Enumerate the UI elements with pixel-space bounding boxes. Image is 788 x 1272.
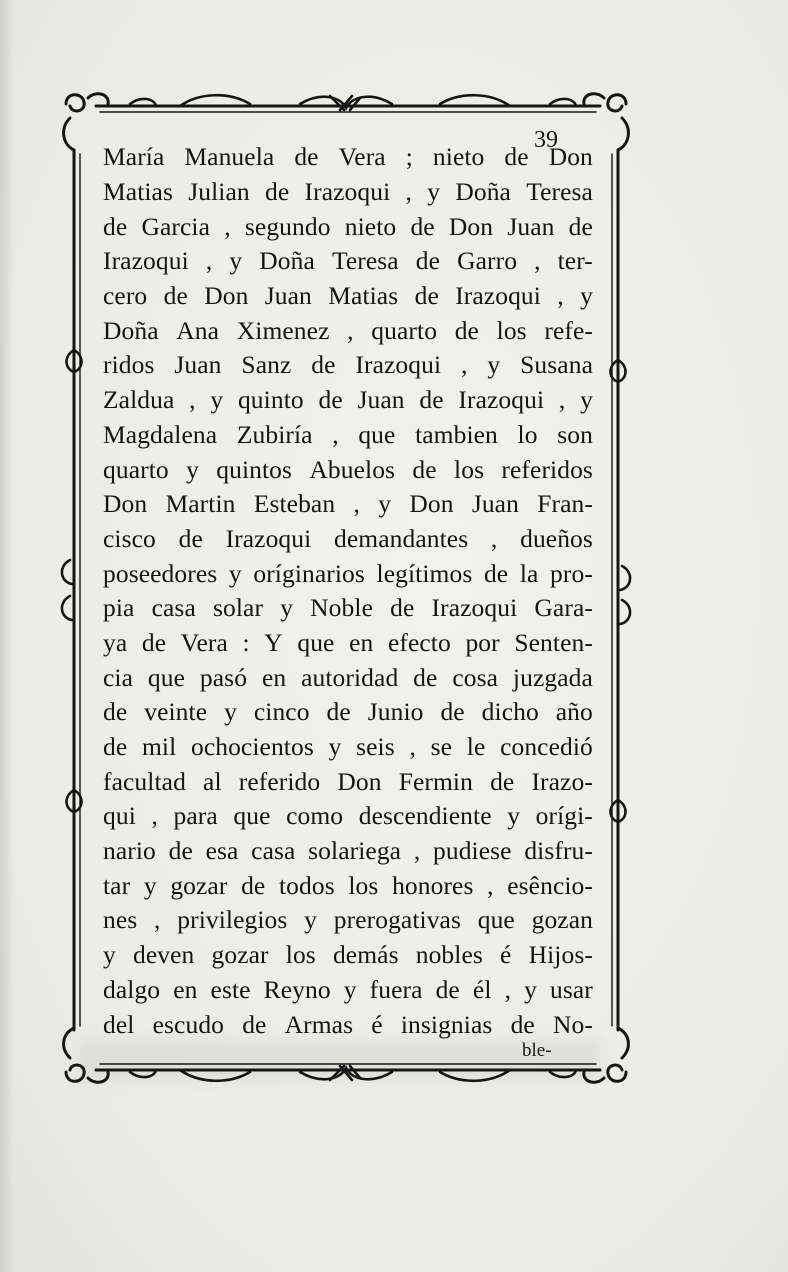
word: al bbox=[203, 766, 222, 796]
word: Magdalena bbox=[103, 419, 218, 449]
word: ; bbox=[405, 142, 413, 172]
word: Irazoqui bbox=[225, 523, 312, 553]
word: y bbox=[210, 385, 224, 415]
word: casa bbox=[151, 593, 196, 623]
word: Irazoqui bbox=[458, 385, 545, 415]
word: y bbox=[580, 281, 593, 311]
word: facultad bbox=[103, 766, 186, 796]
word: Irazoqui bbox=[431, 593, 518, 623]
text-line bbox=[103, 834, 593, 869]
word: , bbox=[558, 385, 566, 415]
text-line bbox=[103, 140, 593, 175]
word: cia bbox=[103, 662, 134, 692]
word: Don bbox=[448, 211, 494, 241]
word: Noble bbox=[310, 593, 373, 623]
word: pro- bbox=[550, 558, 593, 588]
word: tar bbox=[103, 870, 131, 900]
word: año bbox=[555, 697, 593, 727]
word: qui bbox=[103, 801, 136, 831]
word: en bbox=[261, 662, 287, 692]
word: quarto bbox=[371, 315, 438, 345]
word: Matias bbox=[103, 177, 174, 207]
word: Doña bbox=[455, 177, 511, 207]
word: le bbox=[466, 732, 486, 762]
word: Juan bbox=[174, 350, 222, 380]
top-center-ornament bbox=[130, 95, 576, 110]
word: , bbox=[413, 836, 421, 866]
word: Don bbox=[548, 142, 593, 172]
word: Sanz bbox=[241, 350, 292, 380]
word: , bbox=[487, 870, 494, 900]
word: Zubiría bbox=[236, 419, 313, 449]
word: del bbox=[103, 1009, 135, 1039]
text-line bbox=[103, 556, 593, 591]
word: oríginarios bbox=[253, 558, 365, 588]
word: Martin bbox=[165, 489, 236, 519]
word: , bbox=[504, 974, 512, 1004]
word: juzgada bbox=[512, 662, 593, 692]
word: de bbox=[178, 523, 203, 553]
word: escudo bbox=[152, 1009, 225, 1039]
catchword: ble- bbox=[522, 1040, 552, 1061]
word: disfru- bbox=[524, 836, 593, 866]
word: Garcia bbox=[141, 211, 211, 241]
text-line bbox=[103, 695, 593, 730]
word: en bbox=[173, 974, 198, 1004]
word: los bbox=[496, 315, 527, 345]
word: y bbox=[378, 489, 392, 519]
word: y bbox=[580, 385, 593, 415]
corner-ornament-top-left bbox=[64, 94, 109, 150]
word: y bbox=[186, 454, 199, 484]
word: de bbox=[483, 558, 509, 588]
text-line bbox=[103, 764, 593, 799]
word: Matias bbox=[328, 281, 399, 311]
word: Juan bbox=[357, 385, 405, 415]
word: , bbox=[534, 246, 541, 276]
word: Doña bbox=[259, 246, 315, 276]
word: y bbox=[524, 974, 537, 1004]
word: de bbox=[504, 142, 529, 172]
word: de bbox=[242, 1009, 267, 1039]
word: usar bbox=[550, 974, 593, 1004]
word: cero bbox=[103, 281, 148, 311]
word: que bbox=[477, 905, 515, 935]
word: , bbox=[224, 211, 231, 241]
word: Susana bbox=[520, 350, 593, 380]
word: insignias bbox=[400, 1009, 493, 1039]
word: referidos bbox=[501, 454, 593, 484]
text-line bbox=[103, 660, 593, 695]
text-line bbox=[103, 799, 593, 834]
word: deven bbox=[132, 940, 195, 970]
word: Irazoqui bbox=[103, 246, 189, 276]
word: Senten- bbox=[514, 627, 593, 657]
word: de bbox=[294, 142, 319, 172]
text-line bbox=[103, 279, 593, 314]
word: Irazo- bbox=[531, 766, 593, 796]
text-line bbox=[103, 383, 593, 418]
word: de bbox=[103, 732, 128, 762]
word: gozar bbox=[211, 940, 269, 970]
word: que bbox=[297, 627, 335, 657]
text-line bbox=[103, 244, 593, 279]
word: se bbox=[430, 732, 453, 762]
word: pasó bbox=[199, 662, 248, 692]
word: pia bbox=[103, 593, 135, 623]
word: ya bbox=[103, 627, 128, 657]
word: , bbox=[461, 350, 468, 380]
word: orígi- bbox=[535, 801, 593, 831]
word: Don bbox=[103, 489, 148, 519]
word: Fermin bbox=[398, 766, 473, 796]
word: é bbox=[500, 940, 512, 970]
word: que bbox=[358, 419, 396, 449]
word: , bbox=[409, 732, 416, 762]
word: que bbox=[147, 662, 186, 692]
word: esêncio- bbox=[507, 870, 593, 900]
word: casa bbox=[251, 836, 296, 866]
word: poseedores bbox=[103, 558, 218, 588]
word: él bbox=[472, 974, 492, 1004]
word: Reyno bbox=[263, 974, 331, 1004]
word: Armas bbox=[284, 1009, 354, 1039]
word: demás bbox=[332, 940, 399, 970]
word: los bbox=[285, 940, 316, 970]
word: nobles bbox=[415, 940, 483, 970]
word: Esteban bbox=[253, 489, 336, 519]
word: de bbox=[412, 454, 437, 484]
word: veinte bbox=[144, 697, 208, 727]
word: como bbox=[286, 801, 344, 831]
word: demandantes bbox=[334, 523, 469, 553]
word: y bbox=[229, 246, 243, 276]
word: de bbox=[141, 627, 167, 657]
word: Julian bbox=[188, 177, 250, 207]
word: nario bbox=[103, 836, 156, 866]
word: dueños bbox=[520, 523, 593, 553]
word: y bbox=[224, 697, 237, 727]
word: , bbox=[189, 385, 196, 415]
word: nes bbox=[103, 905, 138, 935]
word: Gara- bbox=[534, 593, 593, 623]
word: de bbox=[414, 281, 439, 311]
word: los bbox=[348, 870, 379, 900]
text-line bbox=[103, 1007, 593, 1042]
word: é bbox=[371, 1009, 383, 1039]
text-line bbox=[103, 730, 593, 765]
word: Juan bbox=[264, 281, 312, 311]
word: gozar bbox=[170, 870, 228, 900]
word: dalgo bbox=[103, 974, 161, 1004]
word: lo bbox=[517, 419, 538, 449]
text-line bbox=[103, 452, 593, 487]
text-line bbox=[103, 591, 593, 626]
word: Ana bbox=[176, 315, 220, 345]
bottom-center-ornament bbox=[130, 1066, 576, 1081]
word: de bbox=[410, 211, 435, 241]
text-line bbox=[103, 209, 593, 244]
word: solariega bbox=[308, 836, 402, 866]
word: refe- bbox=[544, 315, 593, 345]
word: Junio bbox=[367, 697, 424, 727]
word: y bbox=[228, 558, 242, 588]
word: y bbox=[427, 177, 441, 207]
word: Teresa bbox=[331, 246, 399, 276]
word: descendiente bbox=[358, 801, 492, 831]
word: cinco bbox=[253, 697, 310, 727]
word: cisco bbox=[103, 523, 156, 553]
word: Teresa bbox=[526, 177, 593, 207]
text-line bbox=[103, 868, 593, 903]
word: todos bbox=[278, 870, 335, 900]
word: , bbox=[557, 281, 564, 311]
word: y bbox=[304, 905, 318, 935]
word: María bbox=[103, 142, 165, 172]
word: Garro bbox=[457, 246, 518, 276]
word: y bbox=[328, 732, 342, 762]
word: No- bbox=[553, 1009, 593, 1039]
word: y bbox=[280, 593, 294, 623]
text-line bbox=[103, 626, 593, 661]
word: de bbox=[265, 177, 290, 207]
word: de bbox=[326, 697, 351, 727]
word: y bbox=[143, 870, 157, 900]
word: y bbox=[103, 940, 116, 970]
word: seis bbox=[356, 732, 395, 762]
word: de bbox=[103, 697, 128, 727]
text-line bbox=[103, 418, 593, 453]
word: nieto bbox=[344, 211, 397, 241]
word: Irazoqui bbox=[355, 350, 442, 380]
word: en bbox=[349, 627, 374, 657]
word: efecto bbox=[387, 627, 451, 657]
word: Doña bbox=[103, 315, 159, 345]
word: nieto bbox=[432, 142, 485, 172]
text-line bbox=[103, 522, 593, 557]
text-line bbox=[103, 938, 593, 973]
word: privilegios bbox=[177, 905, 288, 935]
text-line bbox=[103, 973, 593, 1008]
word: concedió bbox=[500, 732, 593, 762]
body-text bbox=[103, 140, 593, 1042]
word: , bbox=[347, 315, 354, 345]
word: Don bbox=[409, 489, 454, 519]
word: legítimos bbox=[376, 558, 473, 588]
word: ter- bbox=[557, 246, 593, 276]
word: , bbox=[332, 419, 339, 449]
right-side-ornaments bbox=[611, 360, 631, 822]
page-number: 39 bbox=[534, 127, 558, 153]
word: de bbox=[390, 593, 415, 623]
word: Fran- bbox=[537, 489, 593, 519]
word: , bbox=[490, 523, 498, 553]
word: , bbox=[205, 246, 213, 276]
word: referido bbox=[238, 766, 321, 796]
text-line bbox=[103, 313, 593, 348]
word: Manuela bbox=[184, 142, 275, 172]
word: gozan bbox=[531, 905, 593, 935]
word: por bbox=[465, 627, 500, 657]
word: la bbox=[519, 558, 539, 588]
word: autoridad bbox=[301, 662, 399, 692]
word: de bbox=[435, 974, 460, 1004]
word: de bbox=[415, 246, 441, 276]
word: Hijos- bbox=[528, 940, 593, 970]
text-line bbox=[103, 487, 593, 522]
word: dicho bbox=[481, 697, 539, 727]
word: Juan bbox=[471, 489, 519, 519]
word: fuera bbox=[369, 974, 423, 1004]
word: son bbox=[557, 419, 593, 449]
text-line bbox=[103, 903, 593, 938]
left-side-ornaments bbox=[62, 350, 82, 812]
word: de bbox=[413, 662, 438, 692]
word: de bbox=[103, 211, 128, 241]
word: este bbox=[210, 974, 251, 1004]
word: de bbox=[510, 1009, 535, 1039]
word: , bbox=[151, 801, 158, 831]
text-line bbox=[103, 348, 593, 383]
word: ochocientos bbox=[190, 732, 314, 762]
word: esa bbox=[205, 836, 239, 866]
word: de bbox=[568, 211, 593, 241]
word: de bbox=[168, 836, 193, 866]
word: Y bbox=[264, 627, 283, 657]
word: que bbox=[233, 801, 271, 831]
word: de bbox=[454, 315, 479, 345]
word: Don bbox=[204, 281, 249, 311]
word: y bbox=[507, 801, 521, 831]
word: y bbox=[487, 350, 501, 380]
word: de bbox=[440, 697, 465, 727]
word: prerogativas bbox=[333, 905, 461, 935]
word: , bbox=[353, 489, 360, 519]
word: segundo bbox=[244, 211, 331, 241]
word: : bbox=[242, 627, 250, 657]
word: , bbox=[405, 177, 412, 207]
word: , bbox=[154, 905, 161, 935]
word: los bbox=[454, 454, 485, 484]
word: de bbox=[311, 350, 336, 380]
word: cosa bbox=[452, 662, 499, 692]
word: y bbox=[343, 974, 357, 1004]
word: de bbox=[163, 281, 188, 311]
word: quintos bbox=[216, 454, 293, 484]
word: Ximenez bbox=[236, 315, 330, 345]
word: pudiese bbox=[433, 836, 512, 866]
word: Irazoqui bbox=[455, 281, 541, 311]
word: quarto bbox=[103, 454, 169, 484]
word: solar bbox=[212, 593, 264, 623]
word: de bbox=[241, 870, 266, 900]
word: ridos bbox=[103, 350, 155, 380]
text-line bbox=[103, 175, 593, 210]
word: Zaldua bbox=[103, 385, 175, 415]
word: de bbox=[490, 766, 515, 796]
word: Vera bbox=[338, 142, 386, 172]
word: Abuelos bbox=[309, 454, 396, 484]
word: honores bbox=[392, 870, 474, 900]
word: Irazoqui bbox=[304, 177, 391, 207]
corner-ornament-bottom-left bbox=[64, 1028, 109, 1082]
word: Vera bbox=[180, 627, 228, 657]
word: para bbox=[173, 801, 218, 831]
word: tambien bbox=[415, 419, 498, 449]
word: de bbox=[419, 385, 444, 415]
word: de bbox=[318, 385, 343, 415]
word: quinto bbox=[237, 385, 304, 415]
word: Don bbox=[337, 766, 382, 796]
word: Juan bbox=[507, 211, 555, 241]
word: mil bbox=[141, 732, 177, 762]
